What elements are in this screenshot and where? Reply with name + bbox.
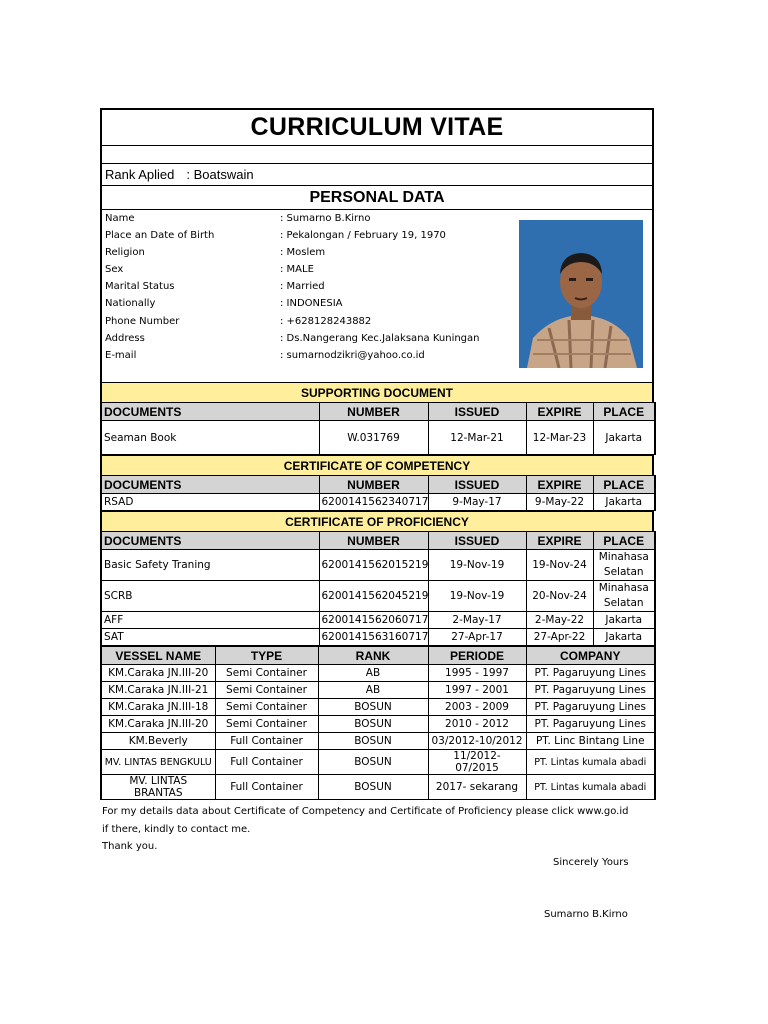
col-documents: DOCUMENTS: [101, 403, 319, 421]
cell-rank: BOSUN: [318, 716, 428, 733]
cv-sheet: [100, 108, 654, 800]
field-name: [105, 210, 370, 227]
field-value: : +628128243882: [280, 316, 372, 327]
cell-rank: BOSUN: [318, 775, 428, 800]
table-row: [101, 550, 655, 581]
col-periode: PERIODE: [428, 647, 526, 665]
table-header-row: [101, 532, 655, 550]
competency-heading: CERTIFICATE OF COMPETENCY: [100, 455, 654, 475]
cell-type: Semi Container: [215, 699, 318, 716]
table-row: [101, 581, 655, 612]
col-documents: DOCUMENTS: [101, 532, 319, 550]
cell-periode: 1995 - 1997: [428, 665, 526, 682]
col-company: COMPANY: [526, 647, 655, 665]
field-address: [105, 330, 480, 347]
field-value: : INDONESIA: [280, 298, 343, 309]
footer-note-line3: Thank you.: [102, 841, 158, 852]
table-row: [101, 750, 655, 775]
personal-data-heading: PERSONAL DATA: [100, 186, 654, 210]
field-label: E-mail: [105, 350, 137, 361]
table-row: [101, 629, 655, 646]
field-label: Place an Date of Birth: [105, 230, 215, 241]
cell-expire: 2-May-22: [526, 612, 593, 629]
cell-vessel: MV. LINTAS BRANTAS: [101, 775, 215, 800]
col-issued: ISSUED: [428, 532, 526, 550]
col-number: NUMBER: [319, 532, 428, 550]
cell-number: 6200141562060717: [319, 612, 428, 629]
col-expire: EXPIRE: [526, 403, 593, 421]
cell-company: PT. Lintas kumala abadi: [526, 775, 655, 800]
blank-row: [100, 146, 654, 164]
cell-number: 6200141562015219: [319, 550, 428, 581]
cell-type: Semi Container: [215, 716, 318, 733]
field-sex: [105, 261, 314, 278]
field-label: Phone Number: [105, 316, 180, 327]
col-number: NUMBER: [319, 403, 428, 421]
col-expire: EXPIRE: [526, 476, 593, 494]
cell-issued: 19-Nov-19: [428, 581, 526, 612]
cell-type: Full Container: [215, 750, 318, 775]
cell-vessel: MV. LINTAS BENGKULU: [101, 750, 215, 775]
supporting-document-heading: SUPPORTING DOCUMENT: [100, 382, 654, 402]
portrait-image: [519, 220, 643, 368]
cell-periode: 11/2012- 07/2015: [428, 750, 526, 775]
field-label: Religion: [105, 247, 145, 258]
cell-issued: 2-May-17: [428, 612, 526, 629]
footer-note-line2: if there, kindly to contact me.: [102, 824, 251, 835]
col-issued: ISSUED: [428, 476, 526, 494]
cell-type: Full Container: [215, 733, 318, 750]
cell-doc: Seaman Book: [101, 421, 319, 455]
field-value: : Married: [280, 281, 325, 292]
signature-name: Sumarno B.Kirno: [544, 909, 628, 920]
cell-issued: 19-Nov-19: [428, 550, 526, 581]
personal-data-section: [100, 210, 654, 382]
cell-company: PT. Pagaruyung Lines: [526, 682, 655, 699]
cell-number: 6200141563160717: [319, 629, 428, 646]
cell-doc: SCRB: [101, 581, 319, 612]
cell-rank: BOSUN: [318, 750, 428, 775]
rank-value: : Boatswain: [186, 167, 254, 182]
cell-issued: 27-Apr-17: [428, 629, 526, 646]
cell-place: Minahasa Selatan: [593, 581, 655, 612]
field-phone: [105, 313, 371, 330]
cell-issued: 9-May-17: [428, 494, 526, 511]
col-documents: DOCUMENTS: [101, 476, 319, 494]
field-label: Marital Status: [105, 281, 175, 292]
rank-applied: [100, 164, 654, 186]
cell-place: Jakarta: [593, 612, 655, 629]
field-value: : Sumarno B.Kirno: [280, 213, 371, 224]
col-place: PLACE: [593, 532, 655, 550]
cell-periode: 2017- sekarang: [428, 775, 526, 800]
cell-company: PT. Pagaruyung Lines: [526, 665, 655, 682]
cell-expire: 12-Mar-23: [526, 421, 593, 455]
cell-company: PT. Lintas kumala abadi: [526, 750, 655, 775]
cell-rank: BOSUN: [318, 699, 428, 716]
cell-number: 6200141562045219: [319, 581, 428, 612]
cell-vessel: KM.Caraka JN.III-21: [101, 682, 215, 699]
cell-number: W.031769: [319, 421, 428, 455]
sea-experience-table: [100, 646, 656, 800]
rank-label: Rank Aplied: [105, 167, 175, 182]
field-marital: [105, 278, 325, 295]
col-type: TYPE: [215, 647, 318, 665]
cell-expire: 20-Nov-24: [526, 581, 593, 612]
field-email: [105, 347, 425, 364]
cell-vessel: KM.Beverly: [101, 733, 215, 750]
col-place: PLACE: [593, 403, 655, 421]
table-header-row: [101, 403, 655, 421]
cell-place: Minahasa Selatan: [593, 550, 655, 581]
cell-vessel: KM.Caraka JN.III-18: [101, 699, 215, 716]
field-label: Nationally: [105, 298, 156, 309]
cell-vessel: KM.Caraka JN.III-20: [101, 716, 215, 733]
cell-place: Jakarta: [593, 629, 655, 646]
cell-place: Jakarta: [593, 494, 655, 511]
col-place: PLACE: [593, 476, 655, 494]
cell-expire: 19-Nov-24: [526, 550, 593, 581]
field-religion: [105, 244, 325, 261]
field-label: Address: [105, 333, 145, 344]
table-row: [101, 733, 655, 750]
cell-rank: AB: [318, 682, 428, 699]
cell-place: Jakarta: [593, 421, 655, 455]
table-row: [101, 716, 655, 733]
cell-number: 6200141562340717: [319, 494, 428, 511]
cell-doc: Basic Safety Traning: [101, 550, 319, 581]
cell-vessel: KM.Caraka JN.III-20: [101, 665, 215, 682]
col-issued: ISSUED: [428, 403, 526, 421]
cell-company: PT. Pagaruyung Lines: [526, 716, 655, 733]
footer-note-line1: For my details data about Certificate of Competency and Certificate of Proficiency please click www.go.id: [102, 806, 629, 817]
field-label: Sex: [105, 264, 124, 275]
field-value: : Moslem: [280, 247, 326, 258]
cell-periode: 03/2012-10/2012: [428, 733, 526, 750]
cell-periode: 2010 - 2012: [428, 716, 526, 733]
page-title: CURRICULUM VITAE: [100, 108, 654, 146]
table-row: [101, 665, 655, 682]
cell-type: Semi Container: [215, 665, 318, 682]
cell-type: Full Container: [215, 775, 318, 800]
cell-company: PT. Linc Bintang Line: [526, 733, 655, 750]
cell-expire: 27-Apr-22: [526, 629, 593, 646]
table-row: [101, 682, 655, 699]
cell-doc: RSAD: [101, 494, 319, 511]
cell-rank: AB: [318, 665, 428, 682]
field-value: : Ds.Nangerang Kec.Jalaksana Kuningan: [280, 333, 480, 344]
table-row: [101, 494, 655, 511]
cell-doc: SAT: [101, 629, 319, 646]
table-row: [101, 612, 655, 629]
field-value: : Pekalongan / February 19, 1970: [280, 230, 446, 241]
field-label: Name: [105, 213, 135, 224]
table-row: [101, 775, 655, 800]
table-header-row: [101, 476, 655, 494]
col-rank: RANK: [318, 647, 428, 665]
field-birth: [105, 227, 446, 244]
competency-table: [100, 475, 656, 511]
cell-issued: 12-Mar-21: [428, 421, 526, 455]
col-vessel-name: VESSEL NAME: [101, 647, 215, 665]
cell-doc: AFF: [101, 612, 319, 629]
closing-text: Sincerely Yours: [553, 857, 629, 868]
cell-rank: BOSUN: [318, 733, 428, 750]
table-row: [101, 421, 655, 455]
cell-type: Semi Container: [215, 682, 318, 699]
cell-periode: 2003 - 2009: [428, 699, 526, 716]
field-value: : MALE: [280, 264, 314, 275]
proficiency-table: [100, 531, 656, 646]
field-value: : sumarnodzikri@yahoo.co.id: [280, 350, 425, 361]
col-expire: EXPIRE: [526, 532, 593, 550]
proficiency-heading: CERTIFICATE OF PROFICIENCY: [100, 511, 654, 531]
cell-company: PT. Pagaruyung Lines: [526, 699, 655, 716]
table-row: [101, 699, 655, 716]
cell-periode: 1997 - 2001: [428, 682, 526, 699]
table-header-row: [101, 647, 655, 665]
col-number: NUMBER: [319, 476, 428, 494]
profile-photo: [519, 220, 643, 368]
supporting-document-table: [100, 402, 656, 455]
field-nationality: [105, 295, 343, 312]
cell-expire: 9-May-22: [526, 494, 593, 511]
